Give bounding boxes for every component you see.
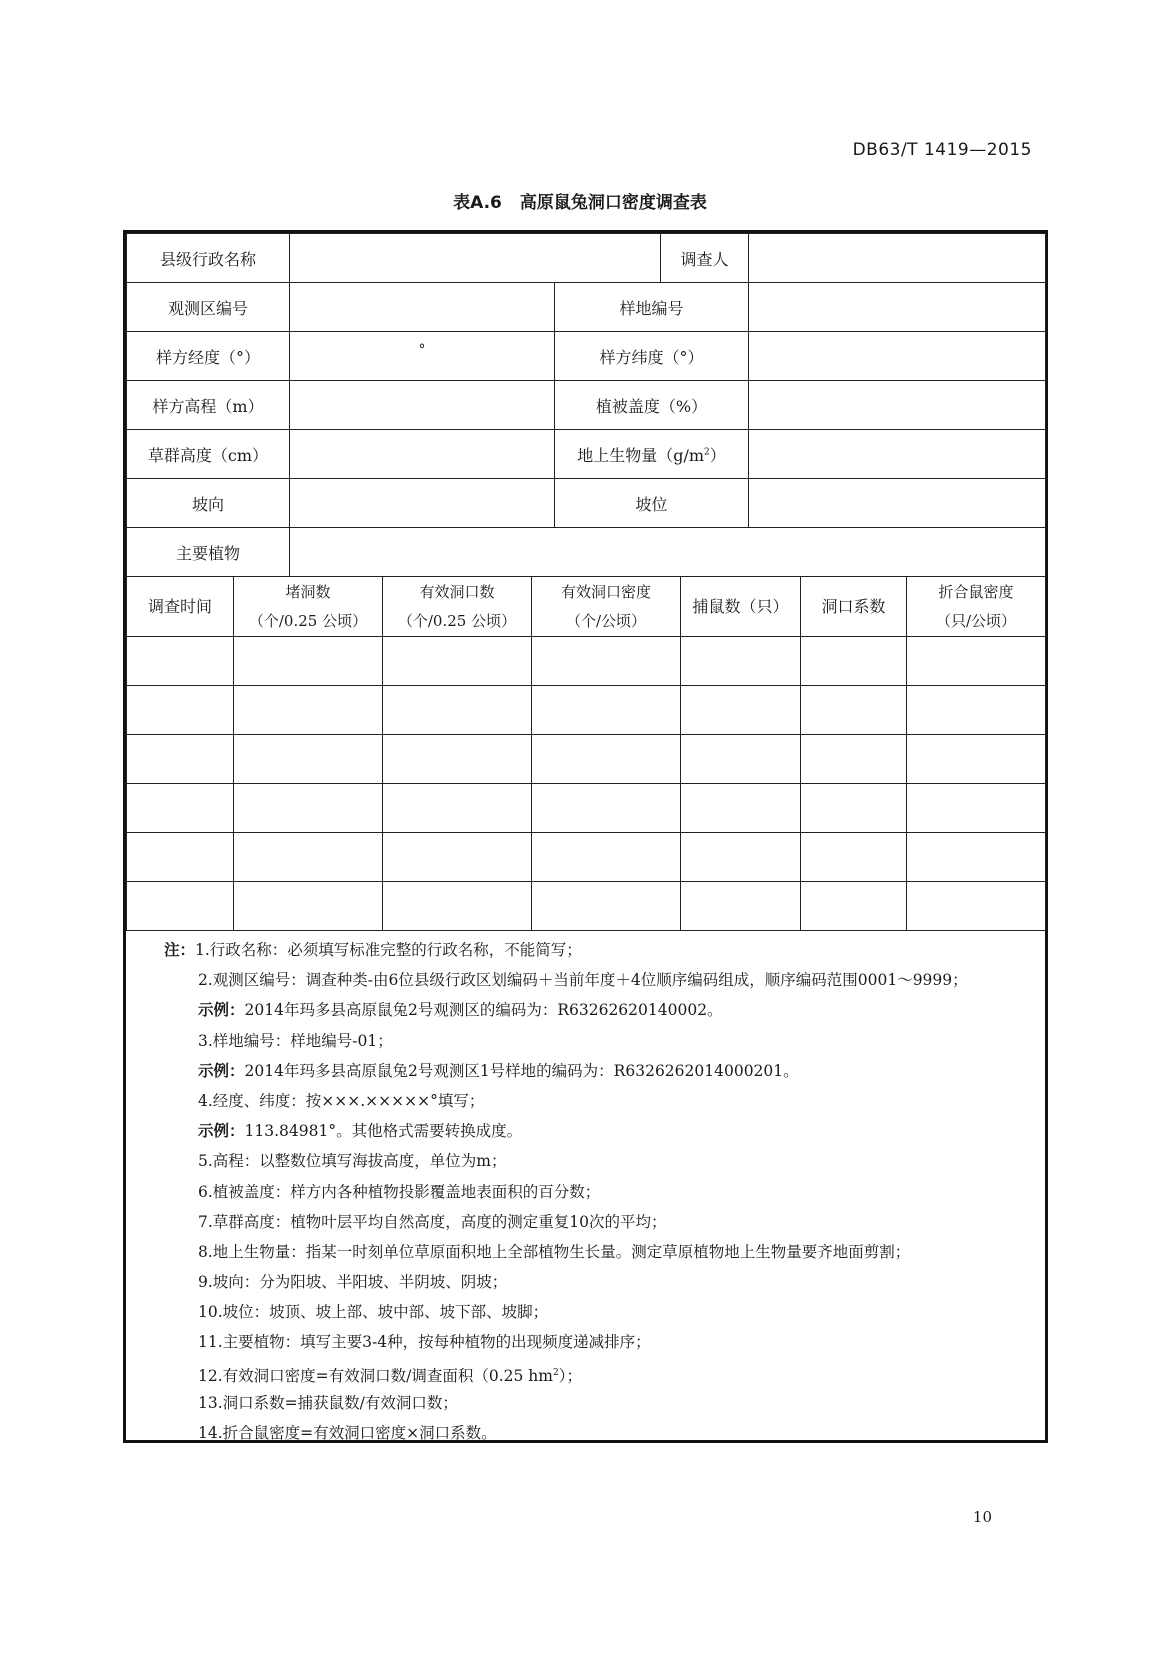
data-cell[interactable]	[681, 735, 801, 784]
data-cell[interactable]	[127, 735, 234, 784]
col-blocked-holes: 堵洞数 （个/0.25 公顷）	[234, 577, 383, 637]
note-line: 8.地上生物量：指某一时刻单位草原面积地上全部植物生长量。测定草原植物地上生物量要齐地面剪割；	[198, 1242, 911, 1261]
elevation-value-cell[interactable]	[290, 381, 555, 430]
investigator-label: 调查人	[661, 234, 749, 283]
note-line: 12.有效洞口密度=有效洞口数/调查面积（0.25 $hm^2$）；	[198, 1366, 582, 1385]
data-cell[interactable]	[234, 784, 383, 833]
data-cell[interactable]	[127, 686, 234, 735]
slope-aspect-value-cell[interactable]	[290, 479, 555, 528]
table-row	[127, 686, 1046, 735]
data-cell[interactable]	[532, 833, 681, 882]
data-cell[interactable]	[383, 833, 532, 882]
data-cell[interactable]	[907, 784, 1046, 833]
col-active-hole-density: 有效洞口密度 （个/公顷）	[532, 577, 681, 637]
table-row	[127, 381, 1046, 430]
note-line: 11.主要植物：填写主要3-4种，按每种植物的出现频度递减排序；	[198, 1333, 651, 1352]
data-cell[interactable]	[681, 686, 801, 735]
latitude-value-cell[interactable]	[749, 332, 1046, 381]
data-cell[interactable]	[127, 637, 234, 686]
slope-position-label: 坡位	[555, 479, 749, 528]
data-cell[interactable]	[127, 833, 234, 882]
data-cell[interactable]	[681, 882, 801, 931]
burrow-density-table	[126, 576, 1046, 931]
data-cell[interactable]	[907, 882, 1046, 931]
note-line: 13.洞口系数=捕获鼠数/有效洞口数；	[198, 1393, 458, 1412]
slope-position-value-cell[interactable]	[749, 479, 1046, 528]
data-cell[interactable]	[801, 637, 907, 686]
table-row	[127, 735, 1046, 784]
vegetation-cover-label: 植被盖度（%）	[555, 381, 749, 430]
data-cell[interactable]	[681, 784, 801, 833]
data-cell[interactable]	[234, 637, 383, 686]
observation-area-value-cell[interactable]	[290, 283, 555, 332]
data-cell[interactable]	[532, 882, 681, 931]
plot-id-value-cell[interactable]	[749, 283, 1046, 332]
page-number: 10	[972, 1508, 992, 1526]
table-row	[127, 784, 1046, 833]
survey-form	[123, 230, 1048, 1443]
note-line: 3.样地编号：样地编号-01；	[198, 1031, 393, 1050]
data-cell[interactable]	[681, 637, 801, 686]
data-cell[interactable]	[383, 784, 532, 833]
site-info-table	[126, 233, 1046, 577]
county-value-cell[interactable]	[290, 234, 661, 283]
table-row	[127, 528, 1046, 577]
note-line: 4.经度、纬度：按×××.×××××°填写；	[198, 1091, 485, 1110]
note-line: 7.草群高度：植物叶层平均自然高度，高度的测定重复10次的平均；	[198, 1212, 667, 1231]
data-cell[interactable]	[234, 686, 383, 735]
note-line: 6.植被盖度：样方内各种植物投影覆盖地表面积的百分数；	[198, 1182, 601, 1201]
data-cell[interactable]	[383, 686, 532, 735]
col-hole-coefficient: 洞口系数	[801, 577, 907, 637]
data-cell[interactable]	[127, 784, 234, 833]
main-plants-label: 主要植物	[127, 528, 290, 577]
elevation-label: 样方高程（m）	[127, 381, 290, 430]
col-survey-time: 调查时间	[127, 577, 234, 637]
data-cell[interactable]	[801, 882, 907, 931]
note-line: 注：1.行政名称：必须填写标准完整的行政名称，不能简写；	[164, 941, 582, 959]
data-cell[interactable]	[532, 637, 681, 686]
data-cell[interactable]	[383, 882, 532, 931]
degree-mark: °	[418, 341, 426, 358]
note-line: 10.坡位：坡顶、坡上部、坡中部、坡下部、坡脚；	[198, 1303, 549, 1322]
grass-height-label: 草群高度（cm）	[127, 430, 290, 479]
data-cell[interactable]	[383, 735, 532, 784]
biomass-label: 地上生物量$(g/m^2)$	[555, 430, 749, 479]
data-cell[interactable]	[532, 735, 681, 784]
data-cell[interactable]	[801, 833, 907, 882]
observation-area-label: 观测区编号	[127, 283, 290, 332]
longitude-value-cell[interactable]	[290, 332, 555, 381]
data-cell[interactable]	[234, 833, 383, 882]
table-row	[127, 479, 1046, 528]
table-row	[127, 283, 1046, 332]
data-cell[interactable]	[532, 686, 681, 735]
data-cell[interactable]	[801, 686, 907, 735]
data-cell[interactable]	[234, 882, 383, 931]
col-captured: 捕鼠数（只）	[681, 577, 801, 637]
data-cell[interactable]	[801, 735, 907, 784]
note-line: 14.折合鼠密度=有效洞口密度×洞口系数。	[198, 1424, 497, 1442]
data-cell[interactable]	[907, 735, 1046, 784]
note-line: 9.坡向：分为阳坡、半阳坡、半阴坡、阴坡；	[198, 1273, 508, 1292]
biomass-value-cell[interactable]	[749, 430, 1046, 479]
grass-height-value-cell[interactable]	[290, 430, 555, 479]
table-row	[127, 234, 1046, 283]
investigator-value-cell[interactable]	[749, 234, 1046, 283]
data-cell[interactable]	[383, 637, 532, 686]
table-title	[0, 188, 1160, 213]
data-cell[interactable]	[681, 833, 801, 882]
note-example: 示例：2014年玛多县高原鼠兔2号观测区的编码为：R63262620140002。	[198, 1001, 723, 1020]
note-line: 2.观测区编号：调查种类-由6位县级行政区划编码＋当前年度＋4位顺序编码组成，顺序编码范围0001～9999；	[198, 971, 968, 990]
note-line: 5.高程：以整数位填写海拔高度，单位为m；	[198, 1152, 507, 1171]
note-example: 示例：2014年玛多县高原鼠兔2号观测区1号样地的编码为：R6326262014000201。	[198, 1061, 799, 1080]
longitude-label: 样方经度（°）	[127, 332, 290, 381]
table-row	[127, 882, 1046, 931]
col-active-holes: 有效洞口数 （个/0.25 公顷）	[383, 577, 532, 637]
table-title-text: 高原鼠兔洞口密度调查表	[519, 193, 707, 213]
col-pika-density: 折合鼠密度 （只/公顷）	[907, 577, 1046, 637]
table-row	[127, 637, 1046, 686]
table-row	[127, 833, 1046, 882]
notes-section	[126, 929, 1045, 1448]
main-plants-value-cell[interactable]	[290, 528, 1046, 577]
table-row	[127, 430, 1046, 479]
note-example: 示例：113.84981°。其他格式需要转换成度。	[198, 1122, 523, 1141]
data-cell[interactable]	[907, 637, 1046, 686]
data-cell[interactable]	[532, 784, 681, 833]
vegetation-cover-value-cell[interactable]	[749, 381, 1046, 430]
table-header-row	[127, 577, 1046, 637]
table-number: 表A.6	[453, 193, 502, 213]
data-cell[interactable]	[801, 784, 907, 833]
data-cell[interactable]	[127, 882, 234, 931]
plot-id-label: 样地编号	[555, 283, 749, 332]
data-cell[interactable]	[234, 735, 383, 784]
latitude-label: 样方纬度（°）	[555, 332, 749, 381]
slope-aspect-label: 坡向	[127, 479, 290, 528]
data-cell[interactable]	[907, 833, 1046, 882]
table-row	[127, 332, 1046, 381]
county-label: 县级行政名称	[127, 234, 290, 283]
data-cell[interactable]	[907, 686, 1046, 735]
standard-code: DB63/T 1419—2015	[852, 140, 1032, 160]
